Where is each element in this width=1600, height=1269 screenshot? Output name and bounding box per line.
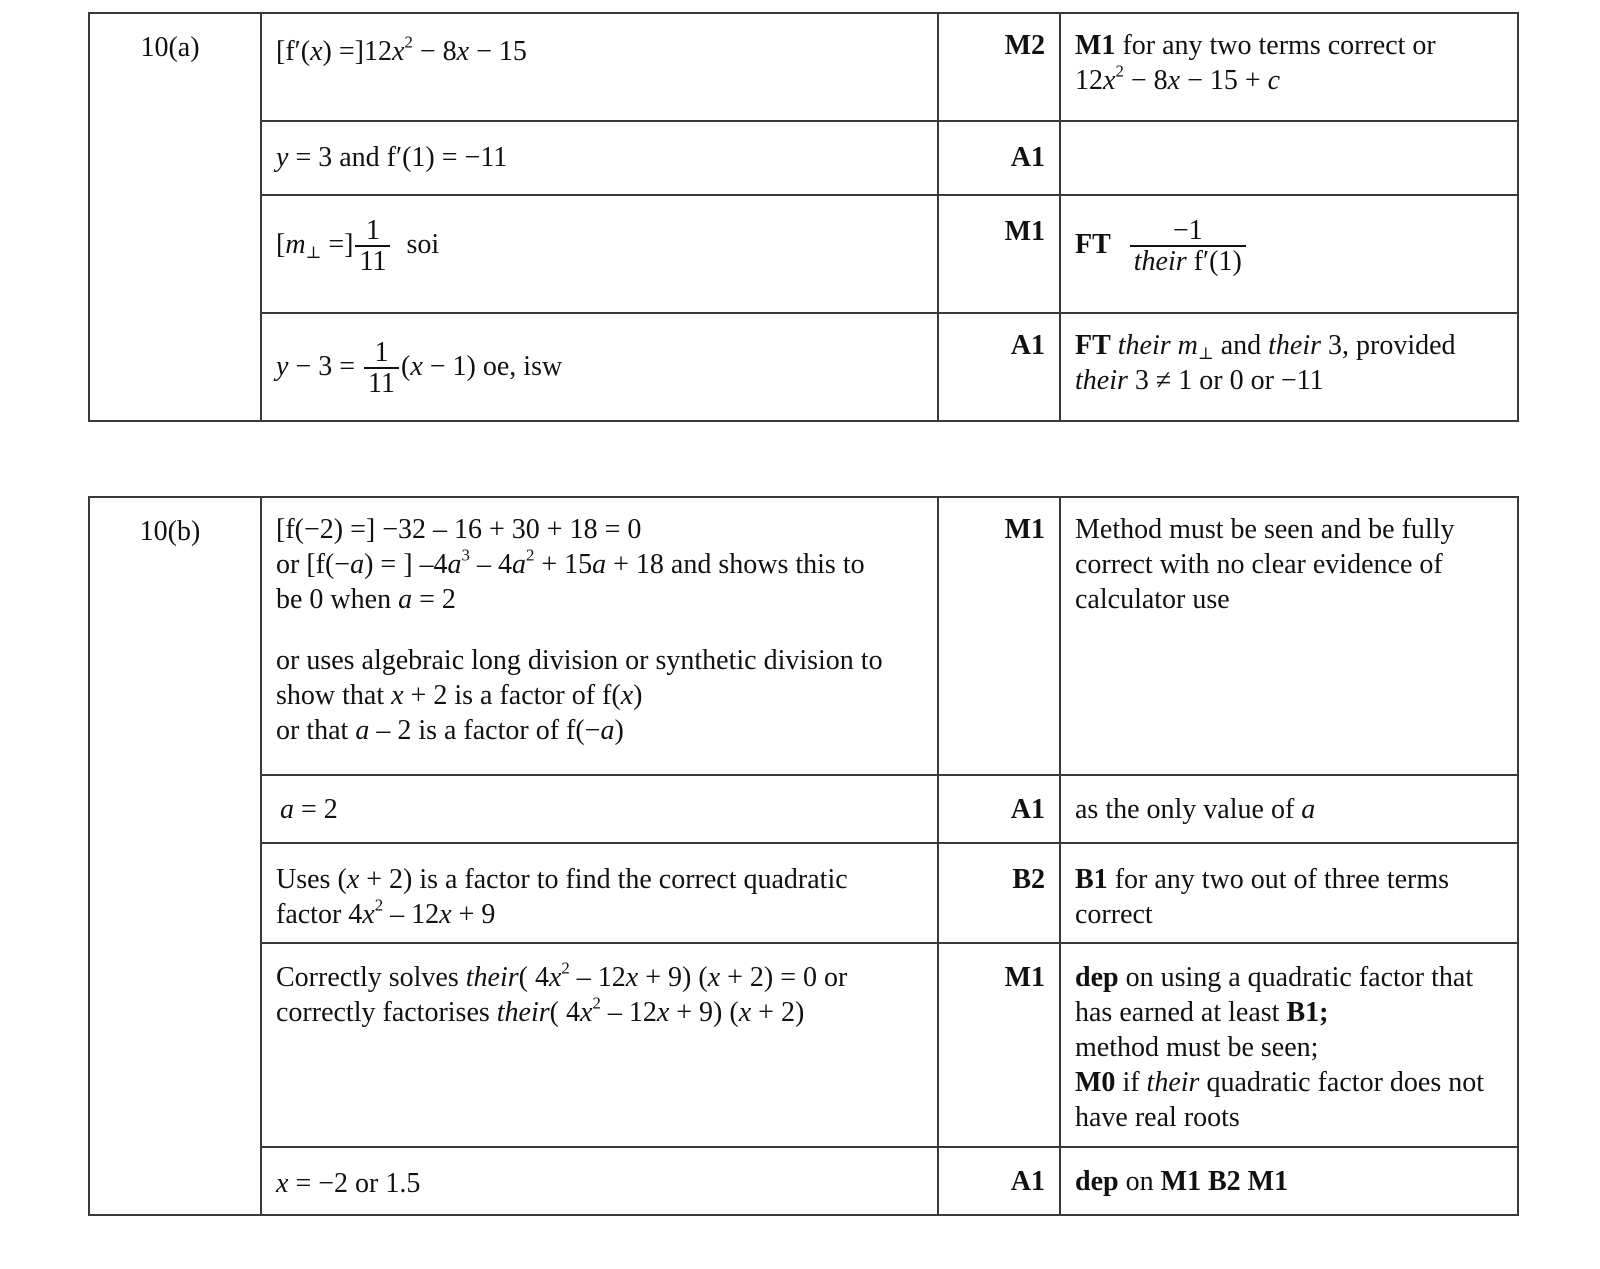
text-fragment: y [276,350,289,382]
text-fragment: correctly factorises [276,997,497,1028]
text-fragment: 2 [561,958,570,978]
text-fragment: ⊥ [305,242,322,262]
text-fragment: – 4 [469,549,512,580]
text-fragment: + 9 [451,899,496,930]
mark-cell [938,121,1060,195]
table-row [89,843,1518,943]
text-fragment: their [465,962,519,993]
table-row [89,943,1518,1147]
text-fragment: 11 [355,245,390,276]
text-fragment: M1 [1004,962,1045,993]
guidance-cell [1060,121,1518,195]
text-fragment: x [738,997,752,1028]
text-fragment: be 0 when [276,584,399,615]
text-fragment: dep [1075,962,1119,993]
text-fragment: – 12 [569,962,626,993]
text-fragment: x [1167,65,1181,96]
text-fragment: or that [276,715,356,746]
text-fragment: x [548,962,562,993]
text-fragment: x [276,1168,289,1199]
table-row [89,121,1518,195]
mark-cell [938,497,1060,775]
text-fragment: 10(b) [139,516,201,547]
text-fragment: 2 [404,32,413,52]
text-fragment: ( 4 [549,997,580,1028]
text-fragment: ) = ] –4 [364,549,448,580]
answer-cell [261,943,938,1147]
text-fragment: ) [633,680,643,711]
text-fragment: [ [276,228,286,260]
text-fragment: 10(a) [140,32,200,63]
text-fragment: = 3 and f′(1) = −11 [288,142,508,173]
text-fragment: x [392,36,405,67]
text-fragment: – 2 is a factor of f(− [369,715,601,746]
mark-cell [938,843,1060,943]
text-fragment: − 15 + [1180,65,1268,96]
text-fragment: a [398,584,413,615]
text-fragment: + 18 and shows this to [606,549,865,580]
text-fragment: soi [392,228,440,260]
text-fragment: x [580,997,593,1028]
text-fragment: − 15 [469,36,527,67]
fraction [355,216,390,277]
text-fragment: – 12 [383,899,440,930]
text-fragment: B1; [1286,997,1329,1028]
text-fragment: −1 [1172,215,1203,246]
text-fragment: their [496,997,550,1028]
mark-cell [938,1147,1060,1215]
text-fragment: on using a quadratic factor that has earned at least [1075,962,1474,1028]
text-fragment: x [1103,65,1116,96]
text-fragment: their [1075,365,1128,396]
text-fragment: y [276,142,289,173]
mark-scheme-table-10b [88,496,1519,1216]
text-fragment: + 15 [534,549,593,580]
answer-cell [261,195,938,313]
text-fragment: FT [1075,228,1111,260]
text-fragment: M1 [1004,216,1045,247]
text-fragment: M1 B2 M1 [1160,1166,1289,1197]
question-number [89,497,261,1215]
guidance-cell [1060,775,1518,843]
table-row [89,13,1518,121]
answer-cell [261,497,938,775]
table-row [89,313,1518,421]
text-fragment: ) =]12 [322,36,392,67]
text-fragment: [f(−2) =] −32 – 16 + 30 + 18 = 0 [276,514,642,545]
text-fragment: [f′( [276,36,311,67]
text-fragment: + 9) ( [638,962,708,993]
text-fragment: =] [321,228,354,260]
text-fragment: 11 [364,367,399,398]
text-fragment: 1 [374,337,389,368]
text-fragment: quadratic factor does not have real roots [1075,1067,1484,1133]
text-fragment: a [600,715,615,746]
text-fragment: 2 [1115,61,1124,81]
text-fragment: a [355,715,370,746]
text-fragment: = −2 or 1.5 [288,1168,421,1199]
guidance-cell [1060,943,1518,1147]
text-fragment: as the only value of [1075,794,1302,825]
answer-cell [261,1147,938,1215]
text-fragment: A1 [1010,794,1045,825]
text-fragment: a [447,549,462,580]
text-fragment: B1 [1075,864,1108,895]
text-fragment: A1 [1010,1166,1045,1197]
text-fragment: a [280,794,294,825]
text-fragment: + 9) ( [669,997,739,1028]
text-fragment: M1 [1075,30,1116,61]
text-fragment: 3 ≠ 1 or 0 or −11 [1127,365,1324,396]
text-fragment: Method must be seen and be fully correct with no clear evidence of calculator use [1075,514,1455,615]
text-fragment: M2 [1004,30,1045,61]
text-fragment: their m [1110,330,1198,361]
text-fragment: x [410,350,423,382]
text-fragment: x [707,962,721,993]
text-fragment: − 8 [412,36,457,67]
text-fragment: c [1267,65,1281,96]
text-fragment: − 3 = [288,350,363,382]
fraction [364,338,399,399]
table-row [89,497,1518,775]
guidance-cell [1060,497,1518,775]
text-fragment: x [439,899,452,930]
text-fragment: factor 4 [276,899,363,930]
mark-cell [938,13,1060,121]
text-fragment: = 2 [412,584,456,615]
text-fragment: show that [276,680,392,711]
text-fragment: x [362,899,375,930]
mark-cell [938,195,1060,313]
text-fragment: x [346,864,360,895]
answer-cell [261,843,938,943]
text-fragment: − 8 [1123,65,1168,96]
text-fragment: 12 [1075,65,1103,96]
text-fragment: if [1115,1067,1147,1098]
text-fragment: – 12 [600,997,657,1028]
guidance-cell [1060,13,1518,121]
text-fragment: their [1146,1067,1200,1098]
text-fragment: Correctly solves [276,962,466,993]
text-fragment: a [592,549,607,580]
text-fragment: their [1268,330,1322,361]
answer-cell [261,775,938,843]
text-fragment: m [285,228,306,260]
text-fragment: M0 [1075,1067,1116,1098]
text-fragment: 2 [525,545,535,565]
text-fragment: their [1133,246,1187,278]
table-row [89,195,1518,313]
answer-cell [261,121,938,195]
text-fragment: A1 [1010,142,1045,173]
text-fragment: x [656,997,670,1028]
text-fragment: + 2) = 0 or [720,962,848,993]
text-fragment: 1 [365,215,380,246]
text-fragment: f′(1) [1186,246,1242,278]
question-number [89,13,261,421]
text-fragment: − 1) oe, isw [422,350,563,382]
text-fragment: = 2 [294,794,338,825]
guidance-cell [1060,313,1518,421]
text-fragment: x [391,680,404,711]
text-fragment: x [310,36,323,67]
text-fragment: x [625,962,639,993]
text-fragment: ⊥ [1197,344,1214,364]
text-fragment: ( 4 [518,962,549,993]
text-fragment: or uses algebraic long division or synthetic division to [276,645,883,676]
fraction [1130,216,1246,277]
text-fragment: x [456,36,470,67]
text-fragment: FT [1075,330,1111,361]
guidance-cell [1060,195,1518,313]
text-fragment: for any two out of three terms correct [1075,864,1450,930]
text-fragment: B2 [1012,864,1045,895]
table-row [89,1147,1518,1215]
answer-cell [261,13,938,121]
mark-cell [938,313,1060,421]
text-fragment: 2 [374,895,384,915]
text-fragment: a [350,549,365,580]
text-fragment: A1 [1010,330,1045,361]
text-fragment: ( [401,350,411,382]
text-fragment: ) [614,715,624,746]
text-fragment: Uses ( [276,864,347,895]
text-fragment: a [511,549,526,580]
mark-cell [938,943,1060,1147]
mark-scheme-table-10a [88,12,1519,422]
text-fragment: 2 [592,993,601,1013]
text-fragment: or [f(− [276,549,351,580]
guidance-cell [1060,843,1518,943]
text-fragment: and [1213,330,1269,361]
text-fragment: on [1118,1166,1161,1197]
text-fragment: x [620,680,634,711]
guidance-cell [1060,1147,1518,1215]
text-fragment: + 2) is a factor to find the correct quadratic [359,864,848,895]
text-fragment: 3 [461,545,470,565]
answer-cell [261,313,938,421]
text-fragment: 3, provided [1321,330,1456,361]
text-fragment: method must be seen; [1075,1032,1319,1063]
text-fragment: M1 [1004,514,1045,545]
table-row [89,775,1518,843]
text-fragment: dep [1075,1166,1119,1197]
mark-cell [938,775,1060,843]
text-fragment: + 2 is a factor of f( [403,680,621,711]
text-fragment: for any two terms correct or [1115,30,1436,61]
text-fragment: a [1301,794,1316,825]
text-fragment: + 2) [751,997,805,1028]
